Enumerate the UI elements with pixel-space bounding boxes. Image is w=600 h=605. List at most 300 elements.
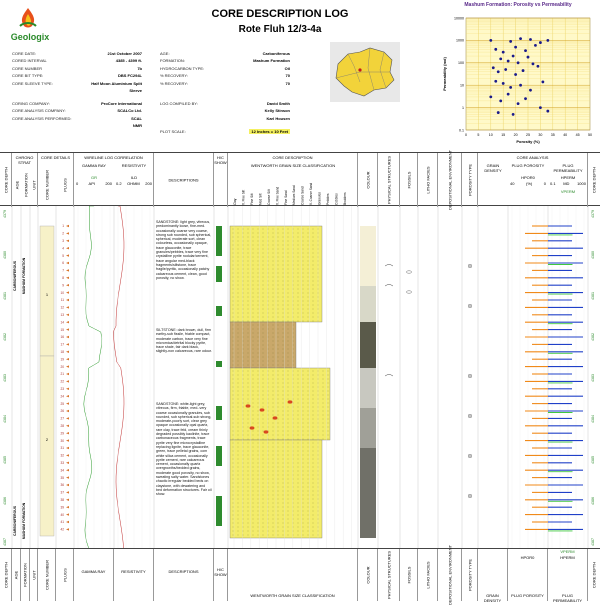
grain-dot: [268, 361, 269, 362]
grain-dot: [308, 379, 309, 380]
grain-dot: [313, 535, 314, 536]
grain-dot: [313, 527, 314, 528]
age-label-bottom: CARBONIFEROUS: [13, 506, 17, 536]
grain-dot: [313, 467, 314, 468]
grain-dot: [273, 353, 274, 354]
grain-dot: [298, 451, 299, 452]
plug-label: 20: [60, 364, 64, 369]
footer-descriptions: DESCRIPTIONS: [154, 549, 214, 601]
grain-dot: [243, 379, 244, 380]
grain-dot: [253, 399, 254, 400]
grain-dot: [238, 475, 239, 476]
grain-dot: [268, 229, 269, 230]
grain-dot: [308, 399, 309, 400]
grain-dot: [278, 443, 279, 444]
col-porosity-type: POROSITY TYPE: [462, 153, 478, 207]
grain-dot: [288, 531, 289, 532]
data-point: [539, 106, 542, 109]
grain-dot: [263, 431, 264, 432]
grain-dot: [253, 265, 254, 266]
grain-dot: [313, 321, 314, 322]
plug-marker: [66, 513, 69, 515]
footer-formation: FORMATION: [21, 549, 30, 601]
grain-dot: [263, 349, 264, 350]
plug-label: 38: [60, 498, 64, 502]
grain-dot: [268, 237, 269, 238]
grain-dot: [263, 281, 264, 282]
grain-size-label: Clay: [233, 198, 238, 205]
grain-dot: [308, 387, 309, 388]
grain-dot: [233, 427, 234, 428]
grain-dot: [268, 527, 269, 528]
grain-dot: [288, 471, 289, 472]
grain-dot: [238, 379, 239, 380]
grain-dot: [253, 353, 254, 354]
grain-dot: [313, 499, 314, 500]
colour-block: [360, 368, 376, 408]
grain-dot: [258, 345, 259, 346]
grain-dot: [253, 523, 254, 524]
grain-dot: [268, 447, 269, 448]
grain-dot: [233, 511, 234, 512]
grain-dot: [283, 423, 284, 424]
grain-dot: [273, 265, 274, 266]
grain-dot: [288, 333, 289, 334]
plug-marker: [66, 388, 69, 390]
grain-dot: [298, 431, 299, 432]
grain-dot: [258, 503, 259, 504]
grain-dot: [273, 531, 274, 532]
grain-dot: [238, 491, 239, 492]
grain-dot: [233, 387, 234, 388]
grain-dot: [308, 515, 309, 516]
grain-dot: [268, 329, 269, 330]
grain-dot: [288, 357, 289, 358]
grain-dot: [238, 329, 239, 330]
grain-dot: [268, 387, 269, 388]
grain-dot: [243, 317, 244, 318]
grain-dot: [243, 507, 244, 508]
grain-dot: [258, 349, 259, 350]
grain-dot: [283, 237, 284, 238]
fossil-icon: [407, 271, 412, 273]
grain-dot: [323, 435, 324, 436]
grain-dot: [278, 523, 279, 524]
grain-dot: [243, 329, 244, 330]
grain-dot: [263, 317, 264, 318]
hc-show-block: [216, 226, 222, 256]
grain-dot: [243, 511, 244, 512]
grain-dot: [303, 515, 304, 516]
grain-dot: [248, 403, 249, 404]
grain-dot: [283, 415, 284, 416]
grain-dot: [313, 301, 314, 302]
grain-dot: [263, 475, 264, 476]
grain-dot: [268, 523, 269, 524]
grain-dot: [308, 317, 309, 318]
grain-dot: [313, 281, 314, 282]
grain-dot: [238, 301, 239, 302]
grain-dot: [263, 427, 264, 428]
grain-dot: [233, 297, 234, 298]
grain-dot: [238, 349, 239, 350]
grain-dot: [243, 391, 244, 392]
data-point: [514, 46, 517, 49]
grain-dot: [248, 459, 249, 460]
grain-dot: [308, 483, 309, 484]
grain-dot: [248, 341, 249, 342]
grain-dot: [303, 439, 304, 440]
grain-dot: [238, 495, 239, 496]
depth-label-right: 4382: [591, 333, 595, 341]
grain-dot: [243, 463, 244, 464]
grain-dot: [263, 443, 264, 444]
data-point: [502, 82, 505, 85]
grain-dot: [248, 419, 249, 420]
grain-dot: [313, 475, 314, 476]
grain-dot: [253, 447, 254, 448]
grain-dot: [298, 301, 299, 302]
grain-dot: [283, 419, 284, 420]
grain-dot: [288, 523, 289, 524]
grain-dot: [273, 293, 274, 294]
grain-dot: [303, 395, 304, 396]
grain-dot: [253, 435, 254, 436]
grain-dot: [243, 237, 244, 238]
grain-dot: [233, 383, 234, 384]
grain-dot: [288, 337, 289, 338]
grain-dot: [263, 407, 264, 408]
x-tick-label: 20: [513, 133, 518, 137]
grain-dot: [238, 229, 239, 230]
grain-dot: [263, 321, 264, 322]
grain-dot: [298, 233, 299, 234]
grain-dot: [253, 423, 254, 424]
grain-dot: [288, 431, 289, 432]
grain-dot: [308, 451, 309, 452]
grain-dot: [248, 245, 249, 246]
grain-dot: [313, 309, 314, 310]
grain-dot: [258, 535, 259, 536]
plug-label: 6: [62, 261, 64, 266]
grain-dot: [268, 403, 269, 404]
plug-marker: [66, 314, 69, 316]
grain-dot: [243, 281, 244, 282]
company-info-block: CORING COMPANY: ProCore International CORE ANALYSIS COMPANY: SCALCo Ltd. CORE ANALYSIS PERFORMED: SCAL NMR: [12, 101, 142, 129]
grain-dot: [273, 503, 274, 504]
grain-dot: [298, 483, 299, 484]
plug-marker: [66, 277, 69, 279]
grain-dot: [283, 399, 284, 400]
grain-dot: [298, 447, 299, 448]
grain-dot: [248, 371, 249, 372]
grain-dot: [288, 519, 289, 520]
grain-dot: [273, 281, 274, 282]
grain-dot: [283, 313, 284, 314]
grain-dot: [238, 309, 239, 310]
grain-dot: [323, 431, 324, 432]
grain-dot: [273, 277, 274, 278]
hc-show-block: [216, 266, 222, 282]
grain-dot: [253, 325, 254, 326]
grain-dot: [248, 265, 249, 266]
plug-marker: [66, 269, 69, 271]
grain-dot: [298, 249, 299, 250]
grain-dot: [248, 345, 249, 346]
grain-dot: [308, 503, 309, 504]
grain-size-label: V. Fine Silt: [241, 189, 246, 205]
grain-dot: [273, 523, 274, 524]
grain-dot: [268, 391, 269, 392]
grain-dot: [323, 383, 324, 384]
depth-label: 4381: [3, 292, 7, 300]
data-point: [489, 39, 492, 42]
grain-dot: [258, 269, 259, 270]
depth-label: 4387: [3, 538, 7, 546]
grain-dot: [253, 285, 254, 286]
grain-dot: [258, 531, 259, 532]
grain-dot: [263, 265, 264, 266]
grain-dot: [328, 395, 329, 396]
grain-dot: [308, 535, 309, 536]
plug-marker: [66, 306, 69, 308]
grain-dot: [288, 527, 289, 528]
grain-dot: [273, 375, 274, 376]
data-point: [512, 113, 515, 116]
grain-dot: [263, 451, 264, 452]
grain-dot: [238, 515, 239, 516]
grain-dot: [273, 399, 274, 400]
grain-dot: [253, 391, 254, 392]
grain-dot: [263, 345, 264, 346]
grain-dot: [268, 491, 269, 492]
grain-dot: [278, 499, 279, 500]
grain-dot: [258, 325, 259, 326]
grain-dot: [288, 349, 289, 350]
grain-dot: [248, 479, 249, 480]
y-tick-label: 10: [460, 83, 464, 88]
grain-dot: [258, 317, 259, 318]
data-point: [499, 57, 502, 60]
grain-dot: [283, 475, 284, 476]
grain-dot: [298, 265, 299, 266]
grain-dot: [258, 451, 259, 452]
grain-dot: [308, 531, 309, 532]
core-info-block: CORE DATE: 21st October 2007 CORED INTERVAL 4385 - 4399 ft. CORE NUMBER 7b CORE BIT TYPE: DBS FC294L CORE SLEEVE TYPE: Half Moon Aluminium Split Sleeve: [12, 51, 142, 94]
grain-dot: [283, 403, 284, 404]
grain-dot: [233, 491, 234, 492]
grain-dot: [248, 427, 249, 428]
grain-dot: [288, 237, 289, 238]
grain-dot: [273, 229, 274, 230]
grain-dot: [253, 455, 254, 456]
data-point: [492, 66, 495, 69]
plug-label: 11: [60, 298, 64, 303]
grain-dot: [308, 245, 309, 246]
grain-dot: [268, 379, 269, 380]
grain-dot: [278, 301, 279, 302]
grain-dot: [298, 269, 299, 270]
grain-dot: [308, 527, 309, 528]
colour-block: [360, 448, 376, 538]
grain-dot: [253, 491, 254, 492]
grain-dot: [258, 479, 259, 480]
grain-dot: [283, 463, 284, 464]
grain-dot: [308, 431, 309, 432]
grain-dot: [298, 463, 299, 464]
grain-dot: [303, 431, 304, 432]
grain-dot: [238, 415, 239, 416]
grain-dot: [288, 419, 289, 420]
grain-dot: [313, 523, 314, 524]
grain-dot: [328, 411, 329, 412]
grain-dot: [253, 273, 254, 274]
grain-dot: [278, 245, 279, 246]
grain-dot: [268, 443, 269, 444]
grain-dot: [248, 415, 249, 416]
grain-dot: [243, 419, 244, 420]
grain-dot: [233, 471, 234, 472]
grain-dot: [263, 277, 264, 278]
grain-dot: [273, 301, 274, 302]
grain-dot: [243, 487, 244, 488]
grain-dot: [233, 241, 234, 242]
grain-dot: [263, 365, 264, 366]
grain-dot: [273, 451, 274, 452]
depth-label: 4380: [3, 251, 7, 259]
data-point: [546, 39, 549, 42]
plug-marker: [66, 491, 69, 493]
grain-dot: [298, 371, 299, 372]
grain-dot: [283, 229, 284, 230]
grain-dot: [328, 399, 329, 400]
grain-dot: [253, 233, 254, 234]
grain-dot: [263, 483, 264, 484]
grain-dot: [283, 241, 284, 242]
grain-dot: [288, 399, 289, 400]
grain-dot: [263, 491, 264, 492]
grain-dot: [278, 531, 279, 532]
grain-dot: [313, 379, 314, 380]
grain-dot: [238, 531, 239, 532]
grain-dot: [308, 407, 309, 408]
plug-marker: [66, 247, 69, 249]
grain-dot: [258, 365, 259, 366]
grain-dot: [313, 487, 314, 488]
grain-dot: [283, 317, 284, 318]
grain-dot: [243, 495, 244, 496]
grain-dot: [243, 361, 244, 362]
grain-dot: [248, 515, 249, 516]
grain-dot: [263, 479, 264, 480]
plug-label: 12: [60, 305, 64, 310]
grain-dot: [298, 309, 299, 310]
grain-dot: [258, 435, 259, 436]
grain-dot: [288, 321, 289, 322]
grain-dot: [258, 237, 259, 238]
grain-dot: [238, 479, 239, 480]
grain-dot: [238, 459, 239, 460]
core-number-box: [40, 356, 54, 536]
grain-dot: [278, 511, 279, 512]
plug-label: 8: [62, 276, 64, 280]
grain-dot: [303, 375, 304, 376]
grain-dot: [253, 387, 254, 388]
grain-dot: [288, 297, 289, 298]
grain-dot: [273, 519, 274, 520]
grain-dot: [248, 483, 249, 484]
grain-dot: [308, 375, 309, 376]
grain-dot: [273, 479, 274, 480]
grain-dot: [273, 387, 274, 388]
grain-dot: [313, 269, 314, 270]
grain-dot: [278, 293, 279, 294]
grain-dot: [323, 427, 324, 428]
grain-dot: [298, 245, 299, 246]
grain-dot: [243, 293, 244, 294]
grain-dot: [283, 451, 284, 452]
grain-dot: [253, 379, 254, 380]
grain-dot: [233, 281, 234, 282]
grain-dot: [283, 535, 284, 536]
grain-dot: [238, 321, 239, 322]
grain-dot: [268, 507, 269, 508]
grain-dot: [273, 467, 274, 468]
grain-dot: [273, 527, 274, 528]
grain-dot: [258, 487, 259, 488]
depth-label-right: 4387: [591, 538, 595, 546]
grain-dot: [233, 285, 234, 286]
grain-dot: [303, 229, 304, 230]
grain-dot: [258, 395, 259, 396]
grain-dot: [273, 427, 274, 428]
grain-dot: [248, 281, 249, 282]
grain-dot: [313, 483, 314, 484]
grain-dot: [243, 515, 244, 516]
grain-dot: [303, 249, 304, 250]
grain-dot: [248, 285, 249, 286]
grain-dot: [283, 375, 284, 376]
grain-dot: [233, 365, 234, 366]
y-tick-label: 1: [462, 105, 464, 110]
data-point: [517, 102, 520, 105]
grain-dot: [288, 313, 289, 314]
grain-dot: [248, 337, 249, 338]
grain-dot: [278, 309, 279, 310]
grain-dot: [253, 515, 254, 516]
grain-dot: [298, 443, 299, 444]
grain-dot: [238, 483, 239, 484]
grain-dot: [288, 253, 289, 254]
data-point: [494, 80, 497, 83]
grain-dot: [258, 293, 259, 294]
grain-dot: [248, 495, 249, 496]
grain-dot: [303, 495, 304, 496]
depth-label-right: 4383: [591, 374, 595, 382]
grain-dot: [303, 403, 304, 404]
grain-dot: [308, 321, 309, 322]
grain-dot: [263, 527, 264, 528]
grain-dot: [288, 383, 289, 384]
col-fossils: FOSSILS: [400, 153, 418, 207]
grain-dot: [278, 407, 279, 408]
grain-dot: [323, 399, 324, 400]
data-point: [504, 68, 507, 71]
grain-dot: [258, 455, 259, 456]
grain-dot: [258, 281, 259, 282]
grain-dot: [238, 313, 239, 314]
grain-dot: [283, 285, 284, 286]
